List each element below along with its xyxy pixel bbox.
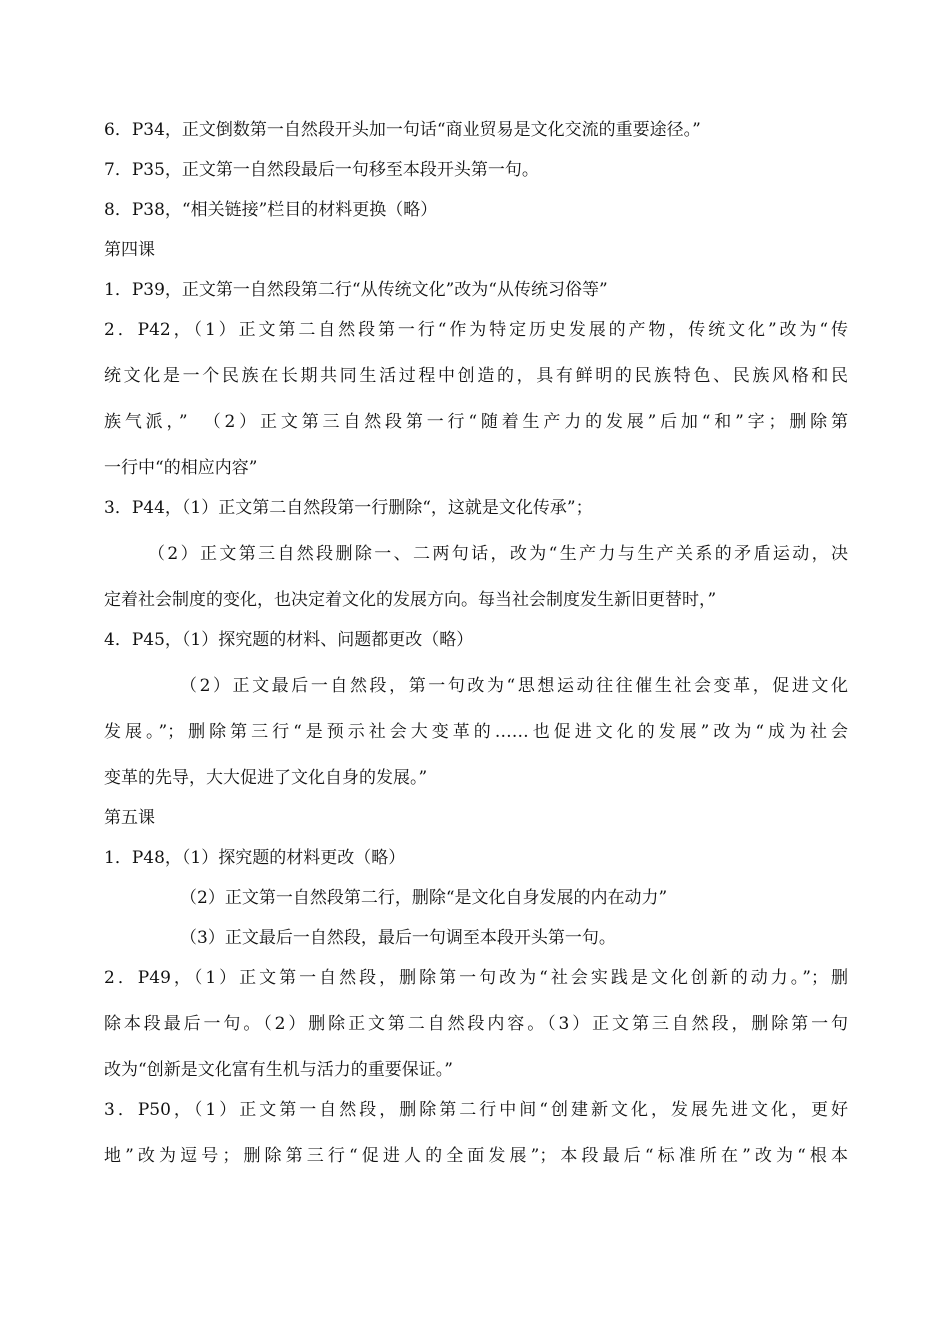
text-line: 2．P49，（1）正文第一自然段，删除第一句改为“社会实践是文化创新的动力。”；删 [104, 968, 848, 988]
text-line: 2．P42，（1）正文第二自然段第一行“作为特定历史发展的产物，传统文化”改为“传 [104, 320, 848, 340]
text-line: 3．P44，（1）正文第二自然段第一行删除“，这就是文化传承”； [104, 498, 593, 518]
document-page [104, 115, 848, 1187]
text-line: 变革的先导，大大促进了文化自身的发展。” [104, 768, 428, 788]
text-line: 8．P38，“相关链接”栏目的材料更换（略） [104, 200, 438, 220]
text-line: 7．P35，正文第一自然段最后一句移至本段开头第一句。 [104, 160, 539, 180]
text-line: 3．P50，（1）正文第一自然段，删除第二行中间“创建新文化，发展先进文化，更好 [104, 1100, 848, 1120]
lesson-heading: 第四课 [104, 240, 155, 260]
text-line: 一行中“的相应内容” [104, 458, 258, 478]
lesson-heading: 第五课 [104, 808, 155, 828]
text-line: 1．P48，（1）探究题的材料更改（略） [104, 848, 406, 868]
text-line: 族气派，” （2）正文第三自然段第一行“随着生产力的发展”后加“和”字；删除第 [104, 412, 848, 432]
text-line: 除本段最后一句。（2）删除正文第二自然段内容。（3）正文第三自然段，删除第一句 [104, 1014, 848, 1034]
text-line: 发展。”；删除第三行“是预示社会大变革的……也促进文化的发展”改为“成为社会 [104, 722, 848, 742]
text-line: 改为“创新是文化富有生机与活力的重要保证。” [104, 1060, 453, 1080]
text-line: 地”改为逗号；删除第三行“促进人的全面发展”；本段最后“标准所在”改为“根本 [104, 1146, 848, 1166]
text-line: 1．P39，正文第一自然段第二行“从传统文化”改为“从传统习俗等” [104, 280, 608, 300]
text-line: （3）正文最后一自然段，最后一句调至本段开头第一句。 [180, 928, 616, 948]
text-line: 4．P45，（1）探究题的材料、问题都更改（略） [104, 630, 474, 650]
text-line: 统文化是一个民族在长期共同生活过程中创造的，具有鲜明的民族特色、民族风格和民 [104, 366, 848, 386]
text-line: （2）正文第三自然段删除一、二两句话，改为“生产力与生产关系的矛盾运动，决 [148, 544, 848, 564]
text-line: 定着社会制度的变化，也决定着文化的发展方向。每当社会制度发生新旧更替时，” [104, 590, 717, 610]
text-line: （2）正文最后一自然段，第一句改为“思想运动往往催生社会变革，促进文化 [180, 676, 848, 696]
text-line: 6．P34，正文倒数第一自然段开头加一句话“商业贸易是文化交流的重要途径。” [104, 120, 701, 140]
text-line: （2）正文第一自然段第二行，删除“是文化自身发展的内在动力” [180, 888, 668, 908]
